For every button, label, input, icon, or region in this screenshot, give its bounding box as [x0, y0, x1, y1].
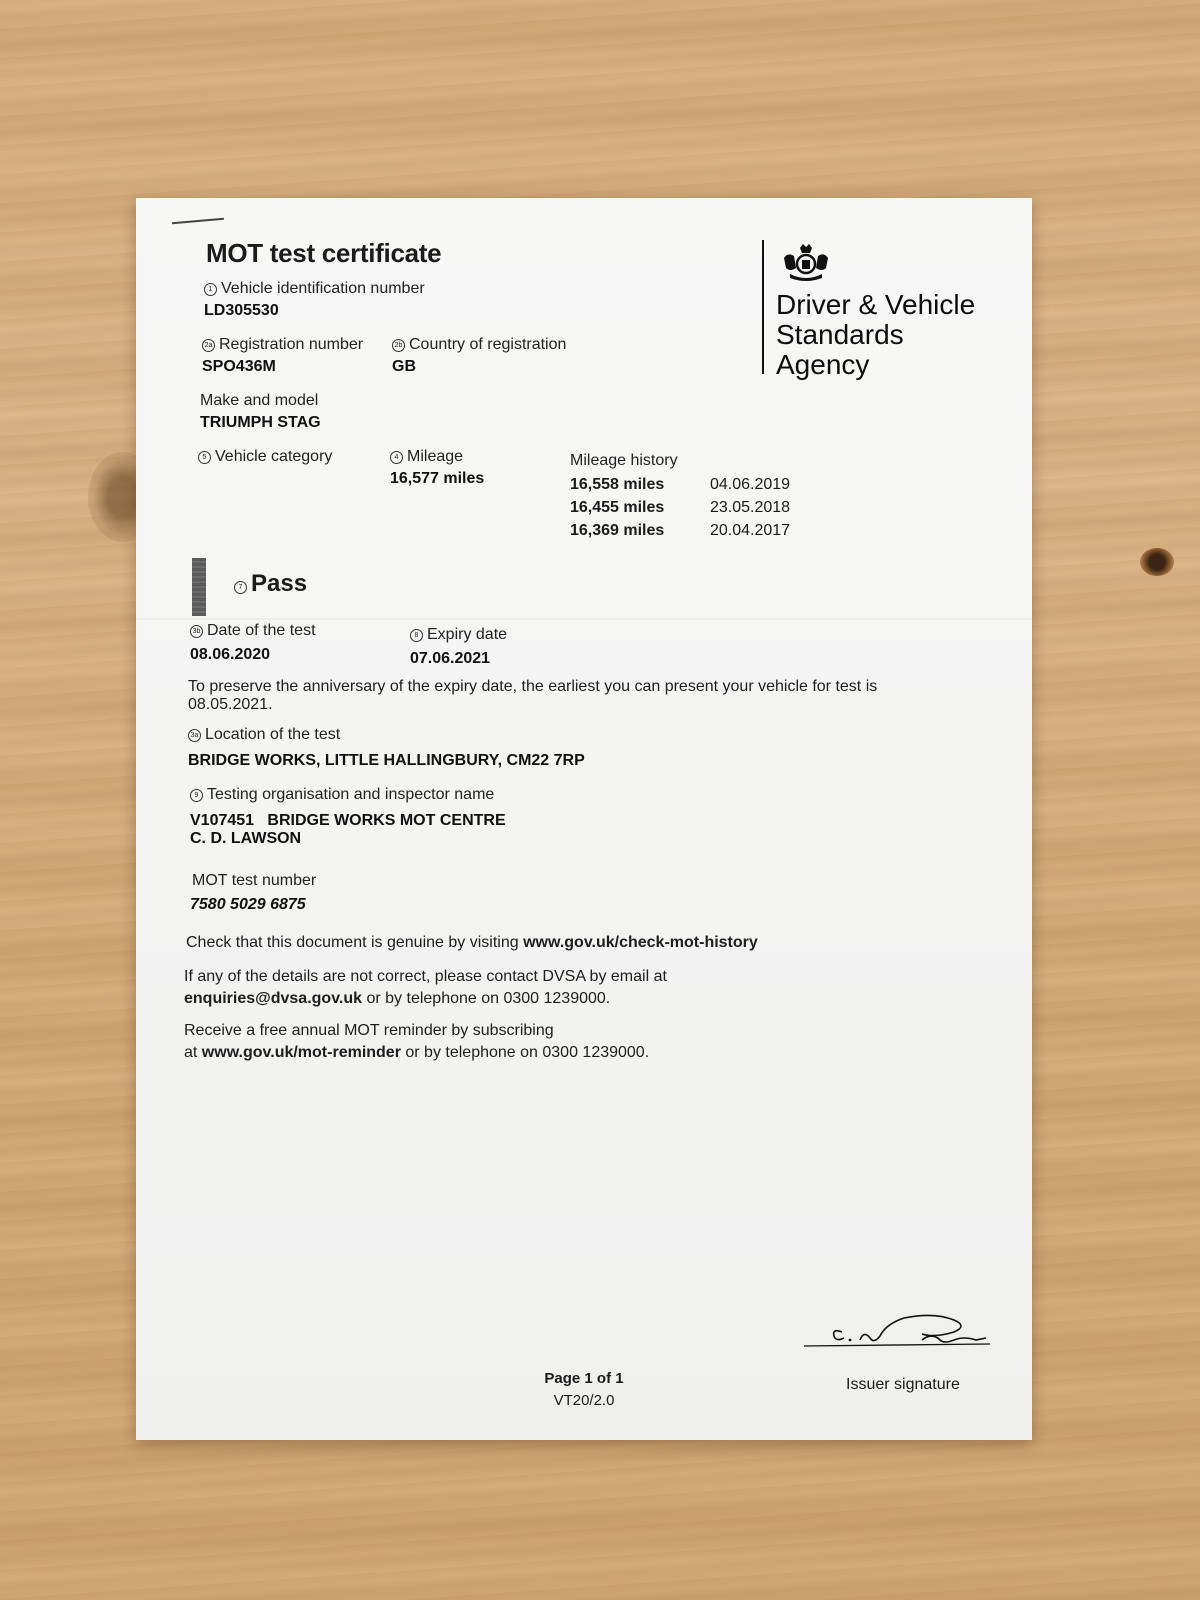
- contact-text-line2: enquiries@dvsa.gov.uk or by telephone on 0300 1239000.: [184, 990, 611, 1007]
- mot-certificate: [136, 198, 1032, 1440]
- field-number-badge: 1: [204, 283, 217, 296]
- page-number: Page 1 of 1: [544, 1370, 624, 1387]
- field-number-badge: 5: [198, 451, 211, 464]
- field-number-badge: 3b: [190, 625, 203, 638]
- reminder-text-line1: Receive a free annual MOT reminder by subscribing: [184, 1022, 554, 1039]
- mileage-history-row: 16,369 miles 20.04.2017: [570, 522, 791, 539]
- mileage-history-row: 16,558 miles 04.06.2019: [570, 476, 791, 493]
- mileage-value: 16,577 miles: [390, 470, 485, 487]
- mot-reminder-link[interactable]: www.gov.uk/mot-reminder: [201, 1044, 401, 1061]
- test-date-label: 3b Date of the test: [190, 622, 316, 640]
- location-label: 3a Location of the test: [188, 726, 340, 744]
- field-number-badge: 8: [410, 629, 423, 642]
- paper-fold: [136, 618, 1032, 620]
- make-model-label: Make and model: [200, 392, 319, 409]
- field-number-badge: 2a: [202, 339, 215, 352]
- certificate-title: MOT test certificate: [206, 238, 442, 268]
- issuer-signature-mark: [804, 1310, 994, 1358]
- vehicle-category-label: 5 Vehicle category: [198, 448, 332, 466]
- field-number-badge: 3a: [188, 729, 201, 742]
- anniversary-note: To preserve the anniversary of the expiry date, the earliest you can present your vehicle for test is 08.05.2021.: [188, 678, 878, 713]
- vin-value: LD305530: [204, 302, 279, 319]
- location-value: BRIDGE WORKS, LITTLE HALLINGBURY, CM22 7RP: [188, 752, 585, 769]
- reminder-text-line2: at www.gov.uk/mot-reminder or by telephone on 0300 1239000.: [184, 1044, 650, 1061]
- dvsa-email-link[interactable]: enquiries@dvsa.gov.uk: [184, 990, 363, 1007]
- test-number-label: MOT test number: [192, 872, 317, 889]
- field-number-badge: 9: [190, 789, 203, 802]
- registration-value: SPO436M: [202, 358, 276, 375]
- expiry-date-label: 8 Expiry date: [410, 626, 507, 644]
- organisation-value: V107451 BRIDGE WORKS MOT CENTRE: [190, 812, 506, 829]
- test-date-value: 08.06.2020: [190, 646, 271, 663]
- country-value: GB: [392, 358, 416, 375]
- registration-label: 2a Registration number: [202, 336, 363, 354]
- organisation-label: 9 Testing organisation and inspector name: [190, 786, 494, 804]
- field-number-badge: 2b: [392, 339, 405, 352]
- vin-label: 1 Vehicle identification number: [204, 280, 425, 298]
- make-model-value: TRIUMPH STAG: [200, 414, 321, 431]
- test-number-value: 7580 5029 6875: [190, 896, 306, 913]
- field-number-badge: 7: [234, 581, 247, 594]
- expiry-date-value: 07.06.2021: [410, 650, 491, 667]
- genuine-check-text: Check that this document is genuine by visiting www.gov.uk/check-mot-history: [186, 934, 758, 951]
- field-number-badge: 4: [390, 451, 403, 464]
- royal-crest-icon: [780, 242, 832, 284]
- inspector-name: C. D. LAWSON: [190, 830, 302, 847]
- pass-indicator-bar: [192, 558, 206, 616]
- mileage-history-row: 16,455 miles 23.05.2018: [570, 499, 791, 516]
- test-result: 7 Pass: [234, 570, 307, 598]
- issuer-signature-label: Issuer signature: [846, 1376, 960, 1393]
- form-code: VT20/2.0: [553, 1392, 615, 1409]
- mileage-label: 4 Mileage: [390, 448, 463, 466]
- check-mot-history-link[interactable]: www.gov.uk/check-mot-history: [523, 934, 758, 951]
- agency-name: Driver & Vehicle Standards Agency: [776, 289, 976, 380]
- pen-mark: [172, 218, 224, 225]
- country-label: 2b Country of registration: [392, 336, 566, 354]
- mileage-history-label: Mileage history: [570, 452, 678, 469]
- logo-divider: [762, 240, 764, 374]
- contact-text-line1: If any of the details are not correct, please contact DVSA by email at: [184, 968, 667, 985]
- wood-knot: [1140, 548, 1174, 576]
